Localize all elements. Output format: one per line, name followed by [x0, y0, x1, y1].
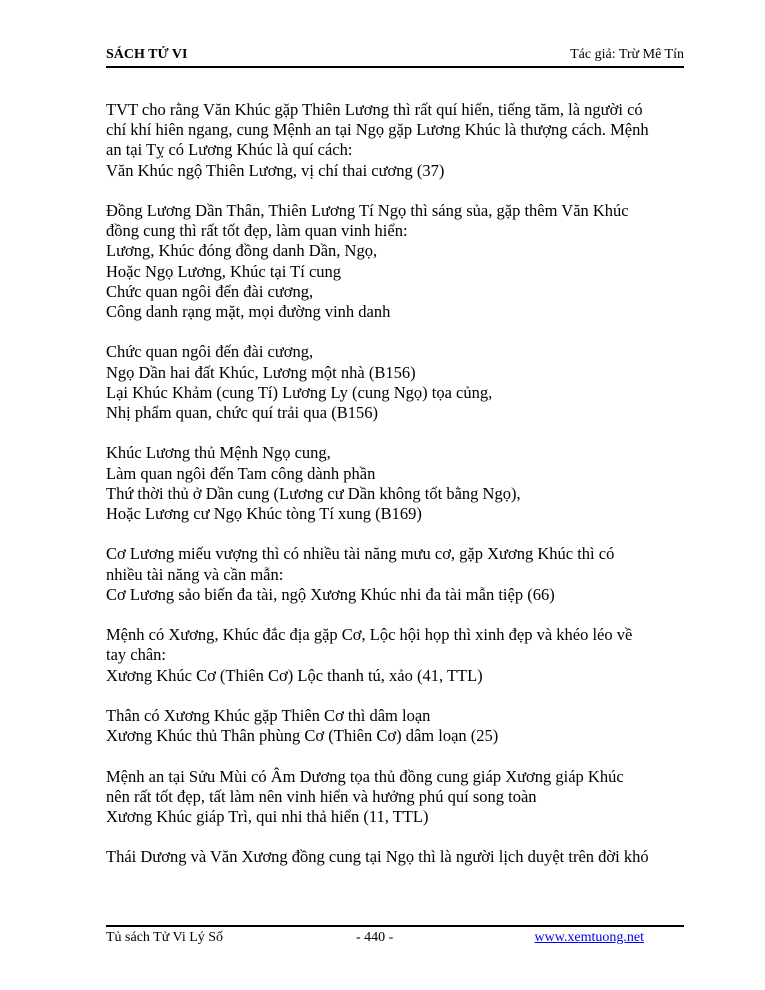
text-line: Công danh rạng mặt, mọi đường vinh danh — [106, 302, 391, 322]
page-header — [106, 44, 684, 68]
text-line: Xương Khúc thủ Thân phùng Cơ (Thiên Cơ) dâm loạn (25) — [106, 726, 499, 746]
page-body — [106, 100, 696, 888]
text-line: Mệnh có Xương, Khúc đắc địa gặp Cơ, Lộc hội họp thì xinh đẹp và khéo léo về — [106, 625, 633, 645]
paragraph — [106, 847, 696, 867]
text-line: Xương Khúc giáp Trì, qui nhi thả hiển (11, TTL) — [106, 807, 429, 826]
text-line: Chức quan ngôi đến đài cương, — [106, 342, 314, 362]
text-line: Đồng Lương Dần Thân, Thiên Lương Tí Ngọ thì sáng sủa, gặp thêm Văn Khúc — [106, 201, 629, 220]
paragraph — [106, 100, 696, 181]
book-title: SÁCH TỬ VI — [106, 47, 188, 62]
text-line: Hoặc Ngọ Lương, Khúc tại Tí cung — [106, 261, 342, 281]
page-footer — [106, 925, 684, 949]
paragraph — [106, 201, 696, 322]
website-link[interactable]: www.xemtuong.net — [534, 930, 644, 945]
text-line: Ngọ Dần hai đất Khúc, Lương một nhà (B156) — [106, 362, 416, 382]
series-name: Tủ sách Tử Vi Lý Số — [106, 930, 224, 945]
text-line: TVT cho rằng Văn Khúc gặp Thiên Lương thì rất quí hiển, tiếng tăm, là người có — [106, 100, 643, 119]
text-line: Văn Khúc ngộ Thiên Lương, vị chí thai cương (37) — [106, 160, 445, 180]
paragraph — [106, 706, 696, 746]
text-line: nhiều tài năng và cần mẫn: — [106, 564, 284, 584]
text-line: an tại Tỵ có Lương Khúc là quí cách: — [106, 140, 353, 160]
text-line: Mệnh an tại Sửu Mùi có Âm Dương tọa thủ đồng cung giáp Xương giáp Khúc — [106, 766, 624, 786]
text-line: Nhị phẩm quan, chức quí trải qua (B156) — [106, 403, 378, 423]
author-credit: Tác giả: Trừ Mê Tín — [570, 47, 684, 62]
page-number: - 440 - — [356, 930, 394, 945]
text-line: Cơ Lương sảo biến đa tài, ngộ Xương Khúc nhi đa tài mẫn tiệp (66) — [106, 584, 555, 604]
text-line: Chức quan ngôi đến đài cương, — [106, 281, 314, 301]
text-line: đồng cung thì rất tốt đẹp, làm quan vinh hiển: — [106, 221, 408, 241]
text-line: Thái Dương và Văn Xương đồng cung tại Ngọ thì là người lịch duyệt trên đời khó — [106, 847, 649, 867]
text-line: Xương Khúc Cơ (Thiên Cơ) Lộc thanh tú, xảo (41, TTL) — [106, 665, 483, 685]
paragraph — [106, 544, 696, 605]
text-line: Thứ thời thủ ở Dần cung (Lương cư Dần không tốt bằng Ngọ), — [106, 483, 521, 503]
text-line: tay chân: — [106, 645, 167, 665]
text-line: Thân có Xương Khúc gặp Thiên Cơ thì dâm loạn — [106, 706, 431, 725]
paragraph — [106, 342, 696, 423]
text-line: Hoặc Lương cư Ngọ Khúc tòng Tí xung (B169) — [106, 504, 422, 524]
text-line: Lương, Khúc đóng đồng danh Dần, Ngọ, — [106, 241, 378, 261]
paragraph — [106, 625, 696, 686]
paragraph — [106, 443, 696, 524]
paragraph — [106, 767, 696, 828]
text-line: Cơ Lương miếu vượng thì có nhiều tài năng mưu cơ, gặp Xương Khúc thì có — [106, 544, 615, 564]
text-line: nên rất tốt đẹp, tất làm nên vinh hiển và hưởng phú quí song toàn — [106, 786, 537, 806]
text-line: Khúc Lương thủ Mệnh Ngọ cung, — [106, 443, 331, 463]
text-line: chí khí hiên ngang, cung Mệnh an tại Ngọ gặp Lương Khúc là thượng cách. Mệnh — [106, 120, 649, 140]
text-line: Làm quan ngôi đến Tam công dành phần — [106, 463, 376, 483]
text-line: Lại Khúc Khảm (cung Tí) Lương Ly (cung Ngọ) tọa củng, — [106, 382, 493, 402]
